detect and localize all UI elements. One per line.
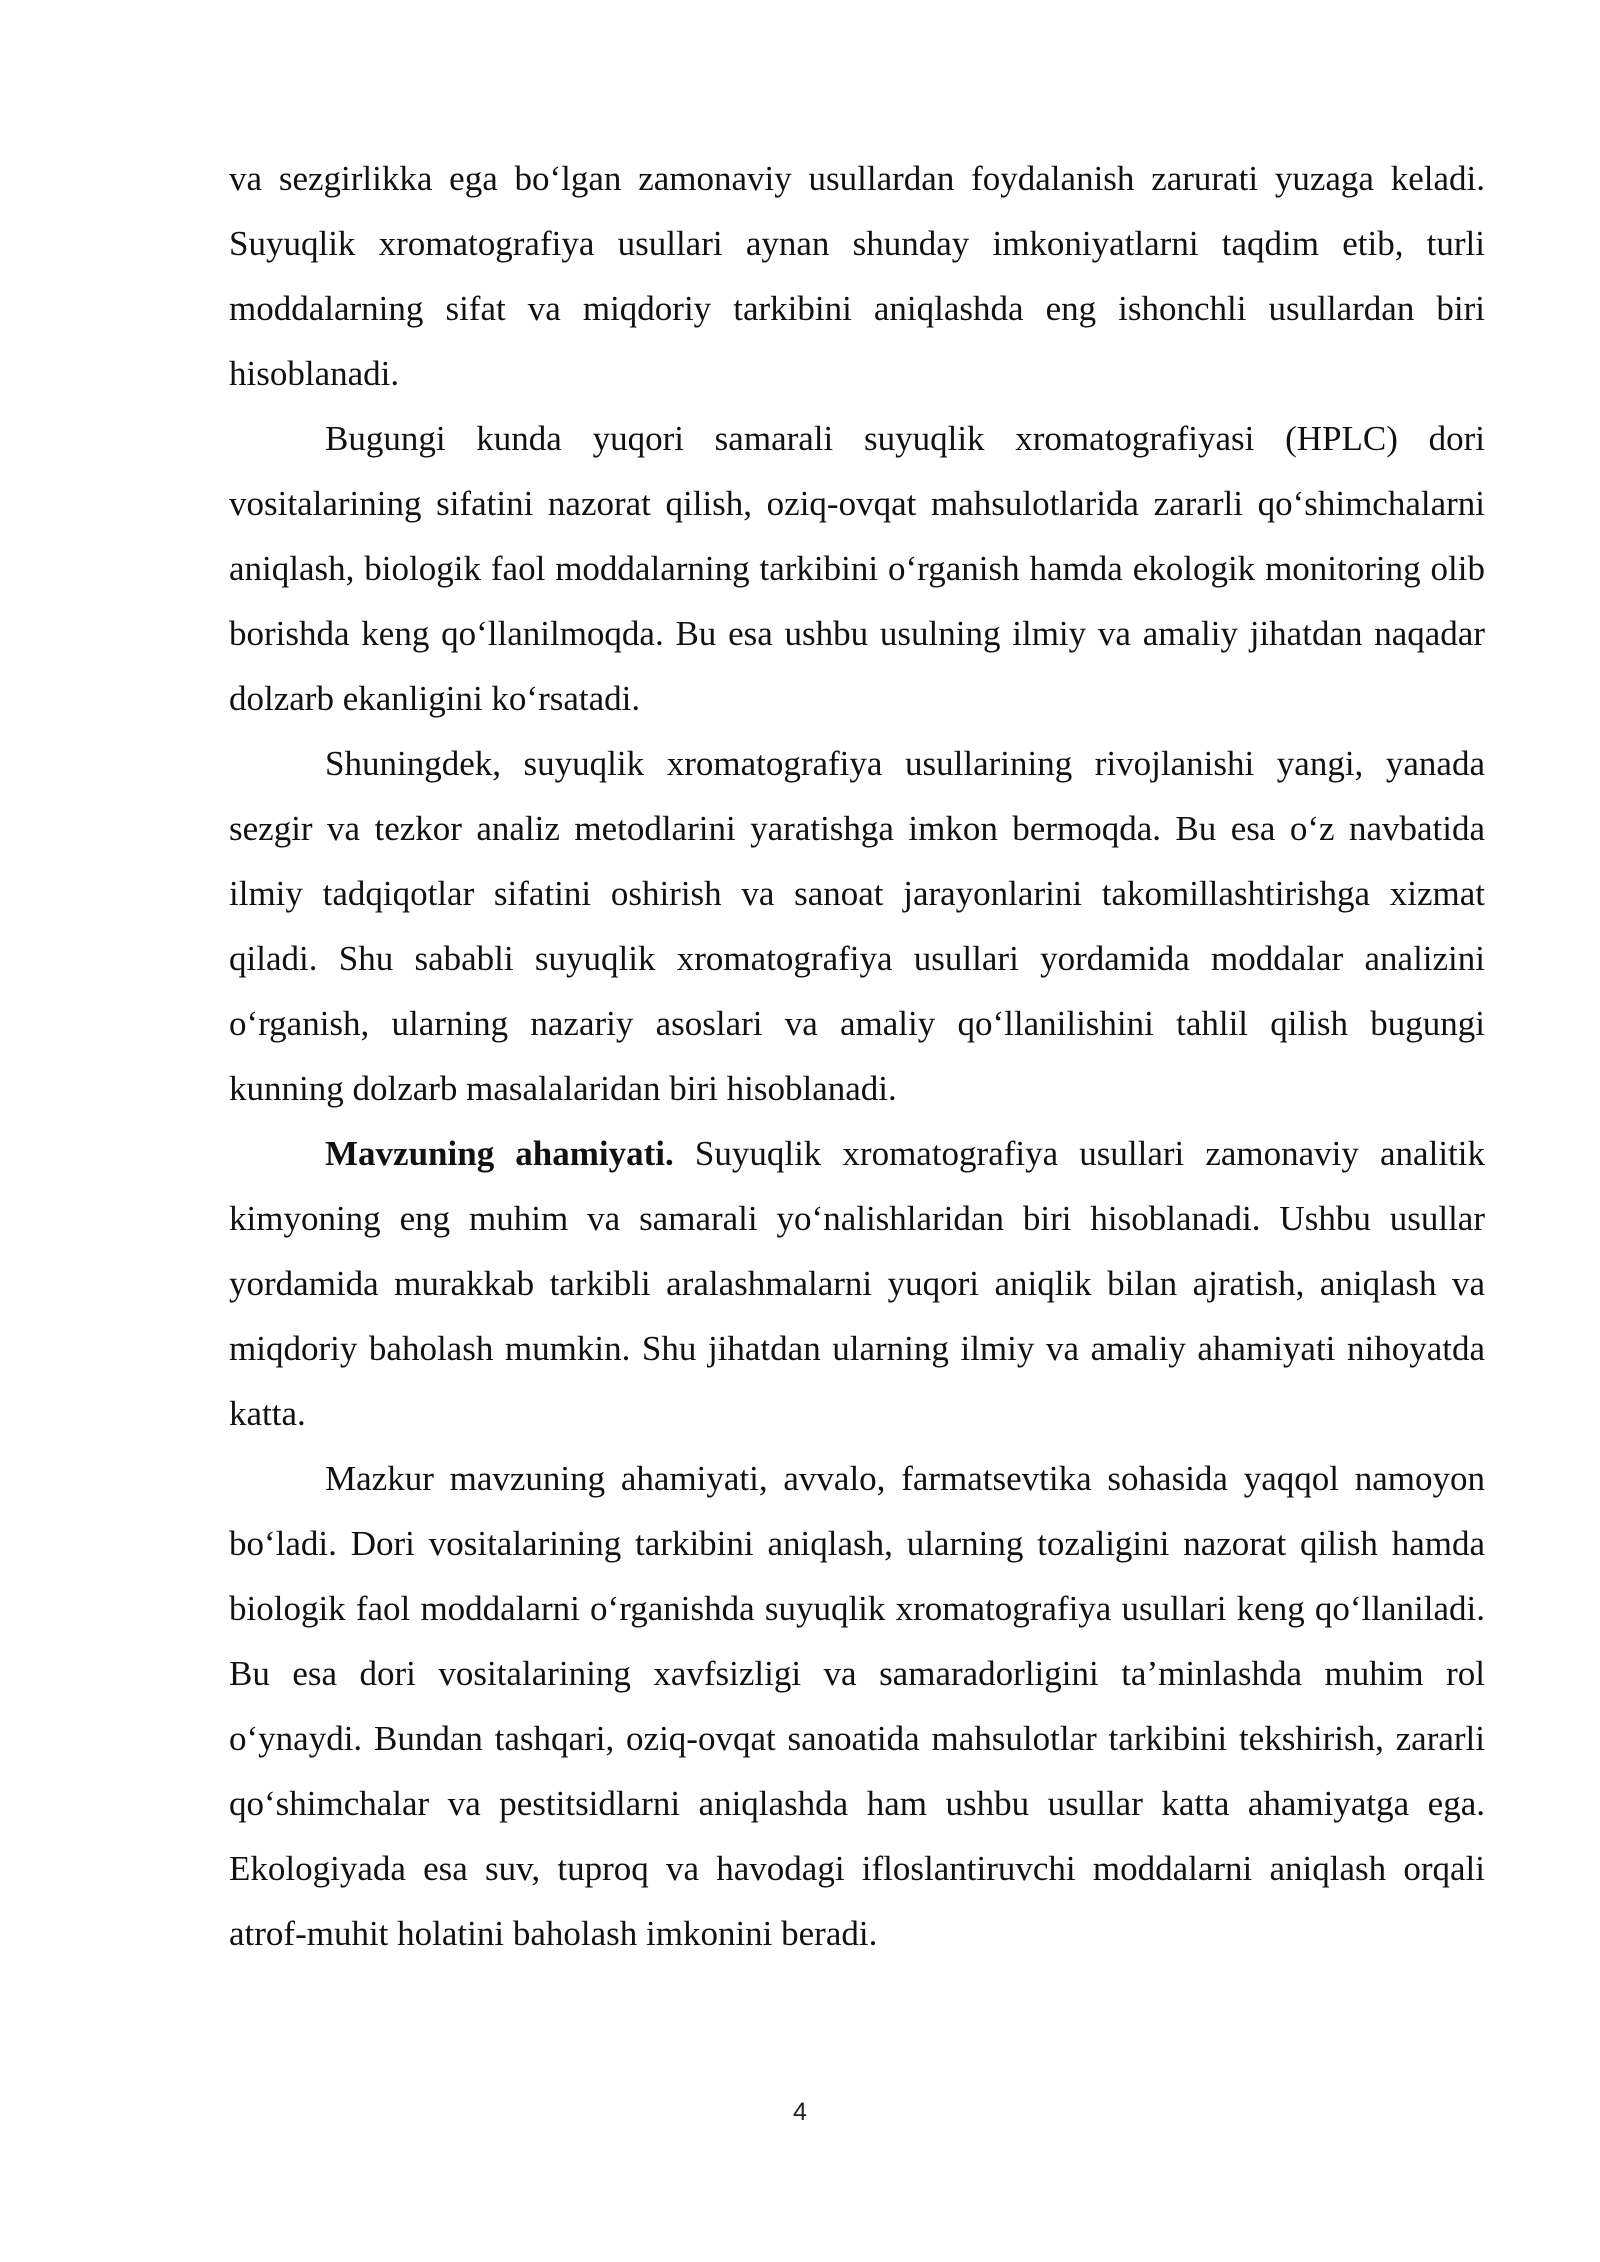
section-heading-inline: Mavzuning ahamiyati. xyxy=(325,1134,674,1173)
paragraph-topic-importance-text: Suyuqlik xromatografiya usullari zamonaviy analitik kimyoning eng muhim va samarali yo‘nalishlaridan biri hisoblanadi. Ushbu usullar yordamida murakkab tarkibli aralashmalarni yuqori aniqlik bilan ajratish, aniqlash va miqdoriy baholash mumkin. Shu jihatdan ularning ilmiy va amaliy ahamiyati nihoyatda katta. xyxy=(229,1134,1485,1433)
paragraph-topic-importance xyxy=(229,1121,1485,1446)
paragraph-pharmaceutical-application: Mazkur mavzuning ahamiyati, avvalo, farmatsevtika sohasida yaqqol namoyon bo‘ladi. Dori vositalarining tarkibini aniqlash, ularning tozaligini nazorat qilish hamda biologik faol moddalarni o‘rganishda suyuqlik xromatografiya usullari keng qo‘llaniladi. Bu esa dori vositalarining xavfsizligi va samaradorligini ta’minlashda muhim rol o‘ynaydi. Bundan tashqari, oziq-ovqat sanoatida mahsulotlar tarkibini tekshirish, zararli qo‘shimchalar va pestitsidlarni aniqlashda ham ushbu usullar katta ahamiyatga ega. Ekologiyada esa suv, tuproq va havodagi ifloslantiruvchi moddalarni aniqlash orqali atrof-muhit holatini baholash imkonini beradi. xyxy=(229,1459,1485,1953)
paragraph-hplc-usage: Bugungi kunda yuqori samarali suyuqlik xromatografiyasi (HPLC) dori vositalarining sifatini nazorat qilish, oziq-ovqat mahsulotlarida zararli qo‘shimchalarni aniqlash, biologik faol moddalarning tarkibini o‘rganish hamda ekologik monitoring olib borishda keng qo‘llanilmoqda. Bu esa ushbu usulning ilmiy va amaliy jihatdan naqadar dolzarb ekanligini ko‘rsatadi. xyxy=(229,419,1485,718)
body-text xyxy=(229,146,1485,1966)
page-number: 4 xyxy=(793,2098,807,2126)
paragraph-continuation: va sezgirlikka ega bo‘lgan zamonaviy usullardan foydalanish zarurati yuzaga keladi. Suyuqlik xromatografiya usullari aynan shunday imkoniyatlarni taqdim etib, turli moddalarning sifat va miqdoriy tarkibini aniqlashda eng ishonchli usullardan biri hisoblanadi. xyxy=(229,159,1485,393)
paragraph-development: Shuningdek, suyuqlik xromatografiya usullarining rivojlanishi yangi, yanada sezgir va tezkor analiz metodlarini yaratishga imkon bermoqda. Bu esa o‘z navbatida ilmiy tadqiqotlar sifatini oshirish va sanoat jarayonlarini takomillashtirishga xizmat qiladi. Shu sababli suyuqlik xromatografiya usullari yordamida moddalar analizini o‘rganish, ularning nazariy asoslari va amaliy qo‘llanilishini tahlil qilish bugungi kunning dolzarb masalalaridan biri hisoblanadi. xyxy=(229,744,1485,1108)
